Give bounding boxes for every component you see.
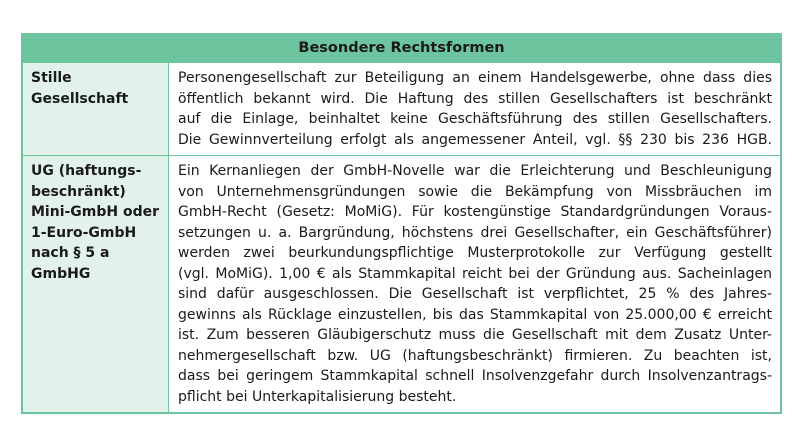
description-line: von Unternehmensgründungen sowie die Bekämpfung von Missbräuchen im bbox=[178, 183, 772, 200]
table-row-ug bbox=[23, 155, 780, 412]
description-line: ist. Zum besseren Gläubigerschutz muss die Gesellschaft mit dem Zusatz Unter- bbox=[178, 327, 772, 343]
description-line: nehmergesellschaft bzw. UG (haftungsbeschränkt) firmieren. Zu beachten ist, bbox=[178, 347, 772, 364]
description-line: pflicht bei Unterkapitalisierung besteht. bbox=[178, 388, 457, 405]
description-line: Ein Kernanliegen der GmbH-Novelle war die Erleichterung und Beschleunigung bbox=[178, 163, 772, 179]
row-label: Stille Gesellschaft bbox=[23, 63, 169, 155]
table-header: Besondere Rechtsformen bbox=[23, 35, 780, 62]
description-line: gewinns als Rücklage einzustellen, bis das Stammkapital von 25.000,00 € erreicht bbox=[178, 306, 772, 323]
description-line: GmbH-Recht (Gesetz: MoMiG). Für kostengünstige Standardgründungen Voraus- bbox=[178, 204, 772, 220]
description-line: sind dafür ausgeschlossen. Die Gesellschaft ist verpflichtet, 25 % des Jahres- bbox=[178, 286, 772, 302]
description-line: Die Gewinnverteilung erfolgt als angemessener Anteil, vgl. §§ 230 bis 236 HGB. bbox=[178, 131, 772, 148]
row-description bbox=[169, 63, 780, 155]
description-line: auf die Einlage, beinhaltet keine Geschäftsführung des stillen Gesellschafters. bbox=[178, 111, 772, 127]
description-line: öffentlich bekannt wird. Die Haftung des stillen Gesellschafters ist beschränkt bbox=[178, 90, 772, 107]
description-line: setzungen u. a. Bargründung, höchstens drei Gesellschafter, ein Geschäftsführer) bbox=[178, 224, 772, 241]
row-description bbox=[169, 156, 780, 412]
description-line: dass bei geringem Stammkapital schnell Insolvenzgefahr durch Insolvenzantrags- bbox=[178, 368, 772, 384]
legal-forms-table bbox=[21, 33, 782, 414]
table-row-stille-gesellschaft bbox=[23, 62, 780, 155]
description-line: (vgl. MoMiG). 1,00 € als Stammkapital reicht bei der Gründung aus. Sacheinlagen bbox=[178, 265, 772, 282]
row-label: UG (haftungs- beschränkt) Mini-GmbH oder 1-Euro-GmbH nach § 5 a GmbHG bbox=[23, 156, 169, 412]
description-line: werden zwei beurkundungspflichtige Musterprotokolle zur Verfügung gestellt bbox=[178, 245, 772, 261]
description-line: Personengesellschaft zur Beteiligung an einem Handelsgewerbe, ohne dass dies bbox=[178, 70, 772, 86]
